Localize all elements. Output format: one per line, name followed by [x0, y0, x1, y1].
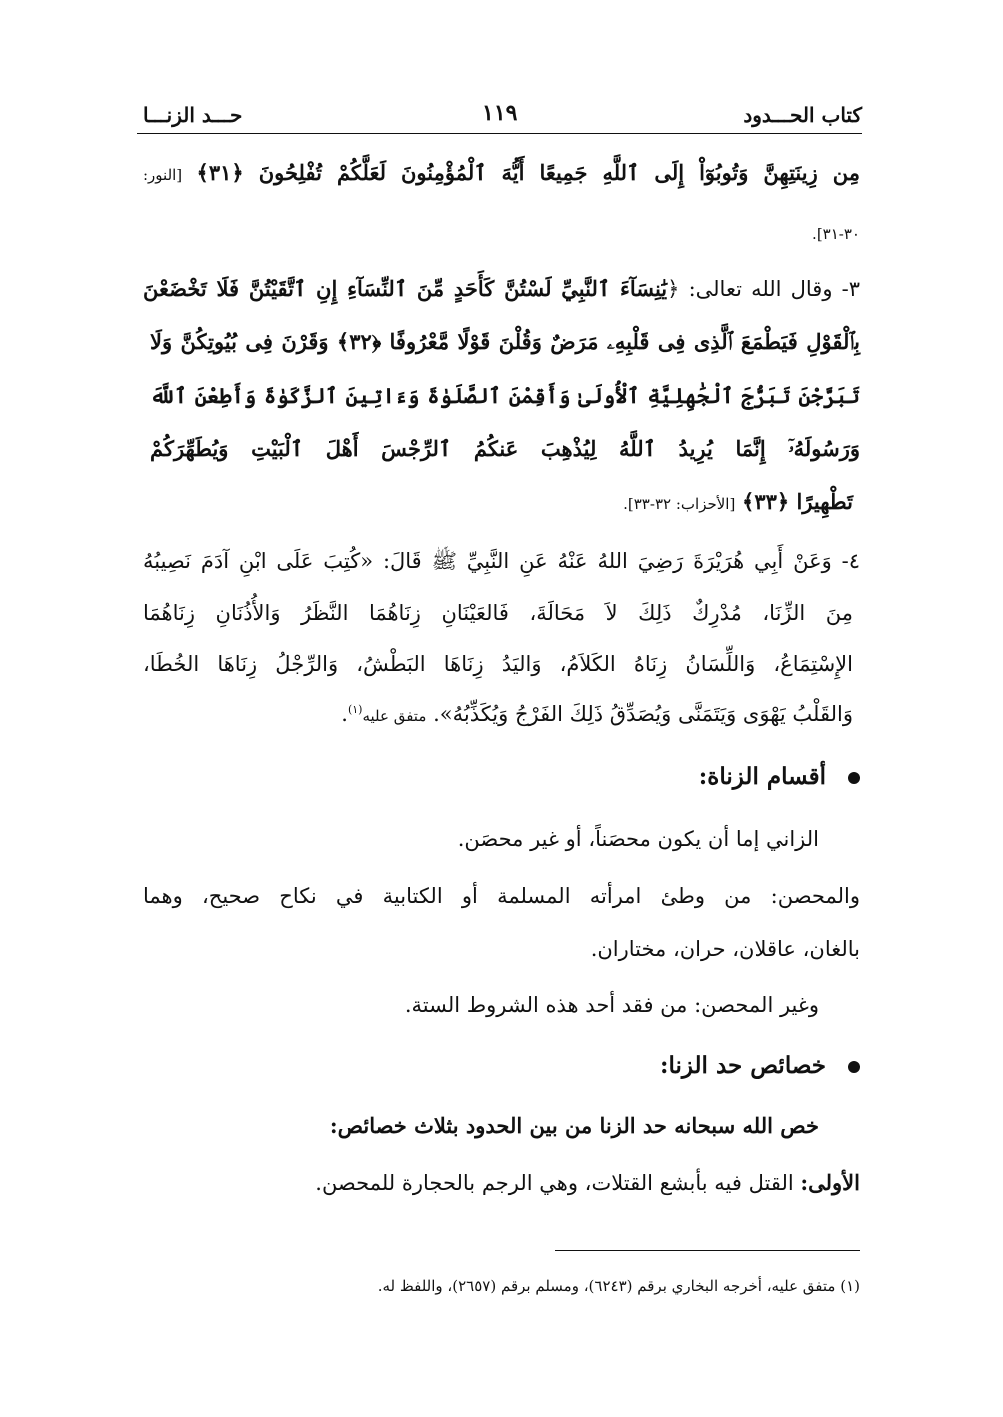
hadith-text-end: وَالقَلْبُ يَهْوَى وَيَتَمَنَّى وَيُصَدِّقُ ذَلِكَ الفَرْجُ وَيُكَذِّبُهُ». [433, 702, 853, 726]
item-3-line-1 [143, 276, 860, 301]
verse-continuation-line-2 [143, 220, 860, 244]
verse-continuation-line-1 [143, 160, 860, 185]
types-paragraph-3: وغير المحصن: من فقد أحد هذه الشروط الستة. [404, 993, 819, 1017]
section-heading-text: أقسام الزناة: [698, 763, 826, 790]
verse-reference-end: ٣٠-٣١]. [812, 225, 860, 243]
types-paragraph-1: الزاني إما أن يكون محصَناً، أو غير محصَن. [457, 827, 819, 851]
quran-verse-text: مِن زِينَتِهِنَّ وَتُوبُوٓاْ إِلَى ٱللَّهِ جَمِيعًا أَيُّهَ ٱلْمُؤْمِنُونَ لَعَلَّكُمْ تُفْلِحُونَ ﴿٣١﴾ [196, 160, 860, 185]
item-4-line-3: الإِسْتِمَاعُ، وَاللِّسَانُ زِنَاهُ الكَلاَمُ، وَاليَدُ زِنَاهَا البَطْشُ، وَالرِّجْلُ زِنَاهَا الخُطَا، [143, 652, 853, 676]
verse-reference: [الأحزاب: ٣٢-٣٣]. [623, 495, 736, 513]
hadith-grading: متفق عليه [362, 707, 427, 725]
item-3-line-4: وَرَسُولَهُۥٓ إِنَّمَا يُرِيدُ ٱللَّهُ لِيُذْهِبَ عَنكُمُ ٱلرِّجْسَ أَهْلَ ٱلْبَيْتِ وَيُطَهِّرَكُمْ [150, 436, 860, 461]
features-intro: خص الله سبحانه حد الزنا من بين الحدود بثلاث خصائص: [329, 1113, 819, 1138]
bullet-icon [848, 772, 860, 784]
footnote-marker: (١) [347, 703, 363, 716]
item-3-line-5 [143, 489, 853, 514]
header-chapter-title: حـــد الزنـــا [143, 103, 243, 127]
types-paragraph-2-line-1: والمحصن: من وطئ امرأته المسلمة أو الكتابية في نكاح صحيح، وهما [143, 884, 860, 908]
item-4-line-4: وَالقَلْبُ يَهْوَى وَيَتَمَنَّى وَيُصَدِّقُ ذَلِكَ الفَرْجُ وَيُكَذِّبُهُ». متفق عليه$^{(١)}$. [341, 702, 853, 726]
item-3-intro: ٣- وقال الله تعالى: ﴿ [667, 277, 860, 301]
features-first [315, 1170, 860, 1195]
footnote-1: (١) متفق عليه، أخرجه البخاري برقم (٦٢٤٣)، ومسلم برقم (٢٦٥٧)، واللفظ له. [377, 1277, 860, 1295]
item-4-line-1: ٤- وَعَنْ أَبِي هُرَيْرَةَ رَضِيَ اللهُ عَنْهُ عَنِ النَّبِيِّ ﷺ قَالَ: «كُتِبَ عَلَى ابْنِ آدَمَ نَصِيبُهُ [143, 549, 860, 573]
header-rule [137, 133, 862, 134]
footnote-rule [555, 1250, 860, 1251]
section-heading-features [660, 1052, 860, 1079]
section-heading-text: خصائص حد الزنا: [659, 1052, 826, 1079]
item-3-line-2: بِٱلْقَوْلِ فَيَطْمَعَ ٱلَّذِى فِى قَلْبِهِۦ مَرَضٌ وَقُلْنَ قَوْلًا مَّعْرُوفًا ﴿٣٢﴾ وَقَرْنَ فِى بُيُوتِكُنَّ وَلَا [150, 329, 860, 354]
features-first-text: القتل فيه بأبشع القتلات، وهي الرجم بالحجارة للمحصن. [315, 1171, 801, 1195]
page-number: ١١٩ [482, 100, 518, 126]
verse-reference: [النور: [143, 166, 183, 184]
features-first-label: الأولى: [800, 1170, 860, 1195]
section-heading-types [699, 763, 860, 790]
quran-verse-text: يَٰنِسَآءَ ٱلنَّبِيِّ لَسْتُنَّ كَأَحَدٍ مِّنَ ٱلنِّسَآءِ إِنِ ٱتَّقَيْتُنَّ فَلَا تَخْضَعْنَ [143, 276, 668, 301]
quran-verse-text: تَطْهِيرًا ﴿٣٣﴾ [742, 489, 853, 514]
bullet-icon [848, 1061, 860, 1073]
types-paragraph-2-line-2: بالغان، عاقلان، حران، مختاران. [590, 937, 860, 961]
item-3-line-3: تَبَرَّجْنَ تَبَرُّجَ ٱلْجَٰهِلِيَّةِ ٱلْأُولَىٰ وَأَقِمْنَ ٱلصَّلَوٰةَ وَءَاتِينَ ٱلزَّكَوٰةَ وَأَطِعْنَ ٱللَّهَ [150, 383, 860, 408]
header-book-title: كتاب الحـــدود [743, 103, 862, 127]
item-4-line-2: مِنَ الزِّنَا، مُدْرِكٌ ذَلِكَ لاَ مَحَالَةَ، فَالعَيْنَانِ زِنَاهُمَا النَّظَرُ وَالأُذُنَانِ زِنَاهُمَا [143, 601, 853, 625]
